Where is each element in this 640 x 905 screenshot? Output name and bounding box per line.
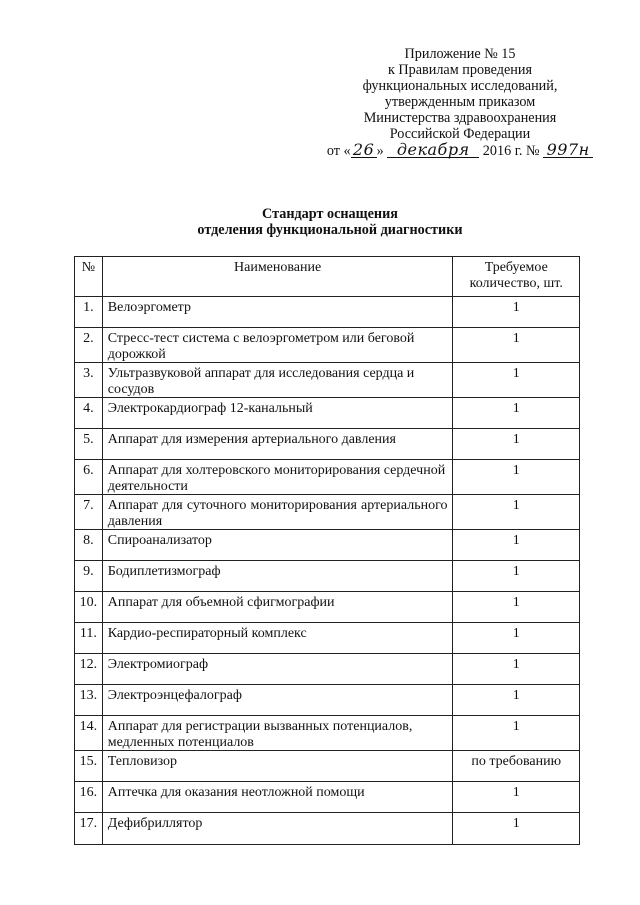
header-qty: Требуемое количество, шт. (453, 257, 580, 297)
table-row (75, 716, 580, 751)
row-name: Аптечка для оказания неотложной помощи (102, 782, 453, 813)
row-qty: по требованию (453, 751, 580, 782)
row-name: Кардио-респираторный комплекс (102, 623, 453, 654)
table-row (75, 530, 580, 561)
row-num: 1. (75, 297, 103, 328)
row-num: 5. (75, 429, 103, 460)
row-name: Аппарат для объемной сфигмографии (102, 592, 453, 623)
row-num: 12. (75, 654, 103, 685)
table-row (75, 429, 580, 460)
date-quote: » (376, 143, 384, 159)
table-row (75, 751, 580, 782)
row-num: 6. (75, 460, 103, 495)
row-qty: 1 (453, 429, 580, 460)
table-header-row (75, 257, 580, 297)
table-row (75, 592, 580, 623)
row-name: Аппарат для суточного мониторирования артериального давления (102, 495, 453, 530)
row-num: 9. (75, 561, 103, 592)
row-name: Электромиограф (102, 654, 453, 685)
appendix-line: Министерства здравоохранения (363, 110, 557, 126)
title-line-2: отделения функциональной диагностики (197, 222, 463, 238)
header-num: № (75, 257, 103, 297)
row-num: 2. (75, 328, 103, 363)
row-qty: 1 (453, 328, 580, 363)
appendix-line: Приложение № 15 (404, 46, 516, 62)
row-num: 10. (75, 592, 103, 623)
table-row (75, 782, 580, 813)
header-name: Наименование (102, 257, 453, 297)
row-num: 11. (75, 623, 103, 654)
row-qty: 1 (453, 685, 580, 716)
date-year: 2016 г. № (482, 143, 540, 159)
row-num: 14. (75, 716, 103, 751)
row-qty: 1 (453, 297, 580, 328)
row-qty: 1 (453, 654, 580, 685)
row-name: Аппарат для регистрации вызванных потенциалов, медленных потенциалов (102, 716, 453, 751)
appendix-line: утвержденным приказом (384, 94, 536, 110)
table-row (75, 685, 580, 716)
row-qty: 1 (453, 530, 580, 561)
row-num: 7. (75, 495, 103, 530)
table-row (75, 813, 580, 845)
table-row (75, 623, 580, 654)
row-qty: 1 (453, 716, 580, 751)
table-row (75, 328, 580, 363)
row-num: 4. (75, 398, 103, 429)
row-num: 8. (75, 530, 103, 561)
document-title (120, 206, 540, 238)
row-name: Ультразвуковой аппарат для исследования сердца и сосудов (102, 363, 453, 398)
row-name: Бодиплетизмограф (102, 561, 453, 592)
row-qty: 1 (453, 782, 580, 813)
row-qty: 1 (453, 813, 580, 845)
row-name: Аппарат для измерения артериального давления (102, 429, 453, 460)
table-row (75, 363, 580, 398)
row-qty: 1 (453, 592, 580, 623)
row-name: Спироанализатор (102, 530, 453, 561)
row-qty: 1 (453, 460, 580, 495)
appendix-header (300, 46, 620, 159)
title-line-1: Стандарт оснащения (262, 206, 398, 222)
order-number: 997н (543, 142, 593, 158)
row-qty: 1 (453, 495, 580, 530)
row-num: 16. (75, 782, 103, 813)
row-qty: 1 (453, 623, 580, 654)
row-name: Аппарат для холтеровского мониторирования сердечной деятельности (102, 460, 453, 495)
row-num: 17. (75, 813, 103, 845)
table-row (75, 495, 580, 530)
row-name: Дефибриллятор (102, 813, 453, 845)
row-name: Велоэргометр (102, 297, 453, 328)
table-row (75, 398, 580, 429)
row-name: Тепловизор (102, 751, 453, 782)
table-row (75, 654, 580, 685)
order-date-line (300, 142, 620, 159)
appendix-line: функциональных исследований, (362, 78, 558, 94)
row-name: Стресс-тест система с велоэргометром или беговой дорожкой (102, 328, 453, 363)
appendix-line: Российской Федерации (389, 126, 531, 142)
date-month: декабря (387, 142, 479, 158)
row-num: 15. (75, 751, 103, 782)
row-qty: 1 (453, 398, 580, 429)
equipment-table (74, 256, 580, 845)
row-name: Электроэнцефалограф (102, 685, 453, 716)
row-qty: 1 (453, 363, 580, 398)
table-row (75, 297, 580, 328)
row-num: 13. (75, 685, 103, 716)
appendix-line: к Правилам проведения (387, 62, 532, 78)
table-row (75, 561, 580, 592)
row-qty: 1 (453, 561, 580, 592)
row-name: Электрокардиограф 12-канальный (102, 398, 453, 429)
row-num: 3. (75, 363, 103, 398)
date-prefix: от « (326, 143, 351, 159)
table-row (75, 460, 580, 495)
date-day: 26 (351, 142, 377, 158)
